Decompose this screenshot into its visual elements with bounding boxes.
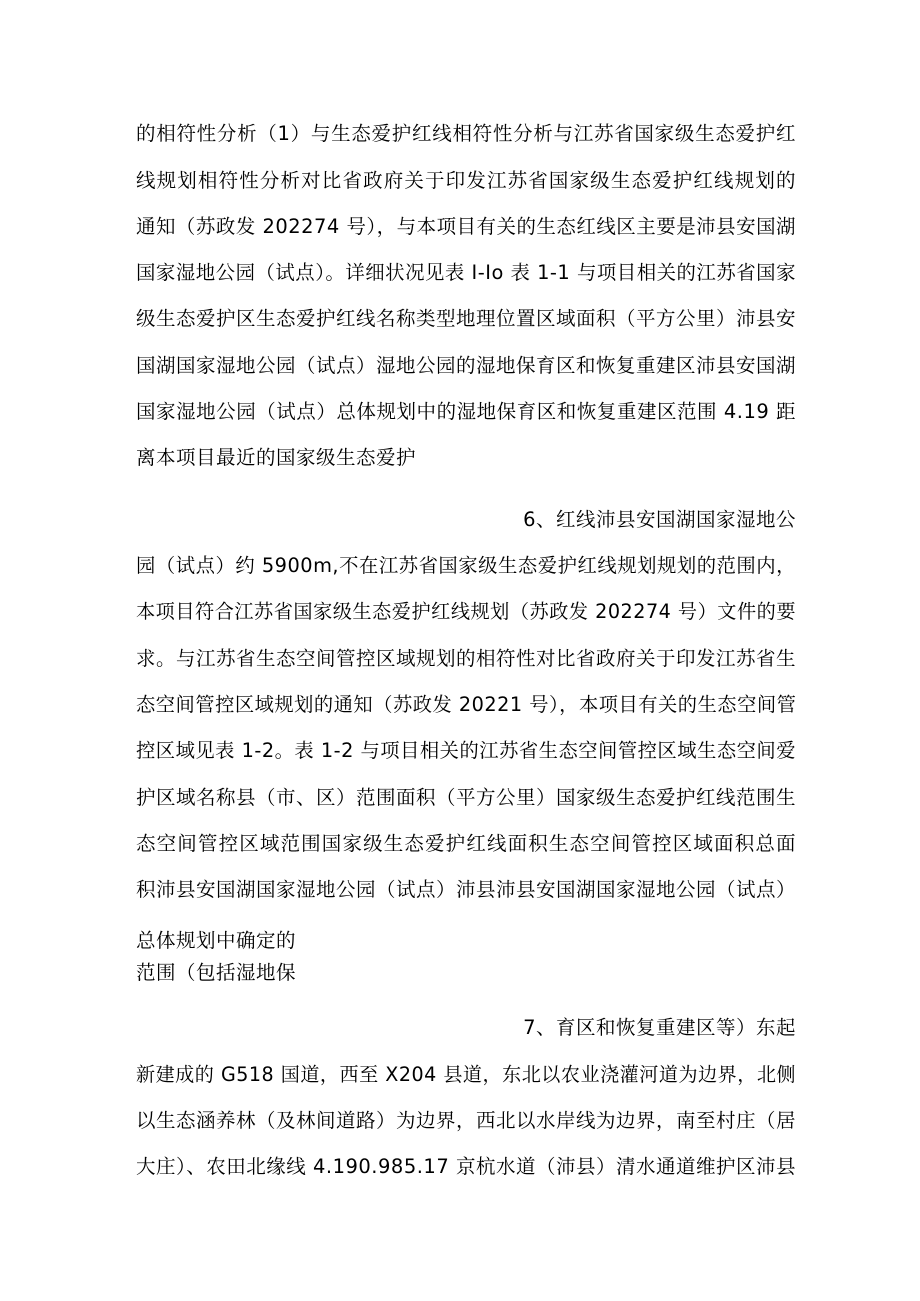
text-line: 态空间管控区域规划的通知（苏政发 20221 号），本项目有关的生态空间管	[136, 693, 797, 716]
text-line: 线规划相符性分析对比省政府关于印发江苏省国家级生态爱护红线规划的	[136, 169, 796, 192]
text-line: 国家湿地公园（试点）。详细状况见表 I-Io 表 1-1 与项目相关的江苏省国家	[136, 261, 796, 284]
text-line: 大庄）、农田北缘线 4.190.985.17 京杭水道（沛县）清水通道维护区沛县	[136, 1155, 796, 1178]
section-heading: 6、红线沛县安国湖国家湿地公	[523, 508, 796, 531]
text-line: 范围（包括湿地保	[136, 961, 297, 984]
text-line: 的相符性分析（1）与生态爱护红线相符性分析与江苏省国家级生态爱护红	[136, 122, 796, 145]
text-line: 本项目符合江苏省国家级生态爱护红线规划（苏政发 202274 号）文件的要	[136, 600, 796, 623]
text-line: 通知（苏政发 202274 号），与本项目有关的生态红线区主要是沛县安国湖	[136, 215, 796, 238]
text-line: 级生态爱护区生态爱护红线名称类型地理位置区域面积（平方公里）沛县安	[136, 307, 797, 330]
text-line: 国湖国家湿地公园（试点）湿地公园的湿地保育区和恢复重建区沛县安国湖	[136, 354, 797, 377]
section-heading: 7、育区和恢复重建区等）东起	[523, 1016, 796, 1039]
text-line: 国家湿地公园（试点）总体规划中的湿地保育区和恢复重建区范围 4.19 距	[136, 400, 796, 423]
text-line: 以生态涵养林（及林间道路）为边界，西北以水岸线为边界，南至村庄（居	[136, 1109, 797, 1132]
text-line: 求。与江苏省生态空间管控区域规划的相符性对比省政府关于印发江苏省生	[136, 647, 797, 670]
text-line: 护区域名称县（市、区）范围面积（平方公里）国家级生态爱护红线范围生	[136, 786, 797, 809]
text-line: 新建成的 G518 国道，西至 X204 县道，东北以农业浇灌河道为边界，北侧	[136, 1063, 796, 1086]
text-line: 总体规划中确定的	[136, 929, 297, 952]
text-line: 态空间管控区域范围国家级生态爱护红线面积生态空间管控区域面积总面	[136, 832, 796, 855]
text-line: 控区域见表 1-2。表 1-2 与项目相关的江苏省生态空间管控区域生态空间爱	[136, 739, 796, 762]
text-line: 离本项目最近的国家级生态爱护	[136, 446, 417, 469]
text-line: 积沛县安国湖国家湿地公园（试点）沛县沛县安国湖国家湿地公园（试点）	[136, 878, 797, 901]
text-line: 园（试点）约 5900m,不在江苏省国家级生态爱护红线规划规划的范围内，	[136, 554, 796, 577]
